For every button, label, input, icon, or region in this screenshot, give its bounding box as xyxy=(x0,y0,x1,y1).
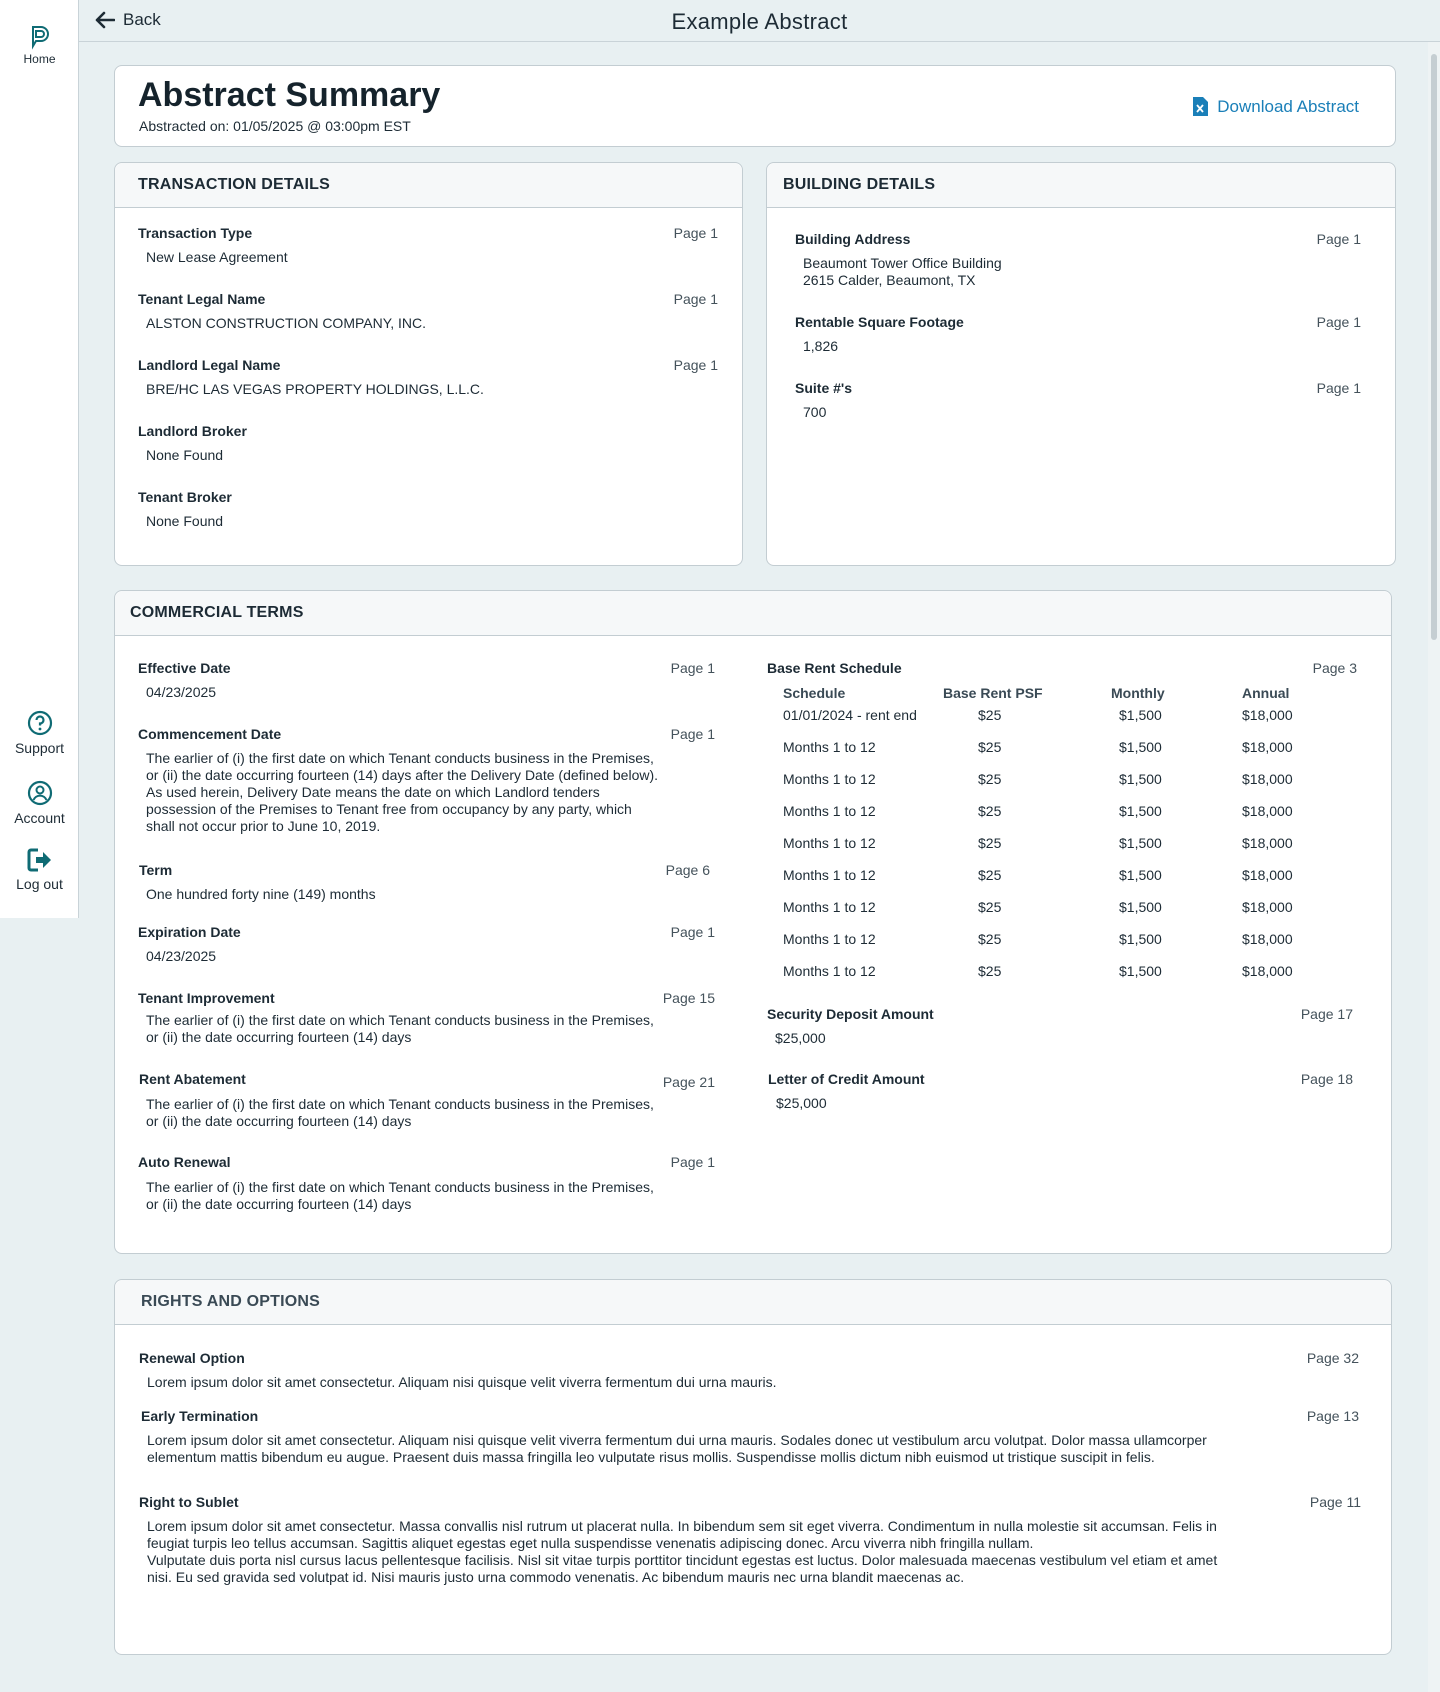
field-value: None Found xyxy=(146,513,224,529)
page-ref[interactable]: Page 1 xyxy=(670,1154,715,1170)
field-value xyxy=(803,255,1361,289)
page-ref[interactable]: Page 1 xyxy=(670,726,715,742)
cell-monthly: $1,500 xyxy=(1119,931,1162,947)
field-label: Letter of Credit Amount xyxy=(768,1071,925,1087)
cell-schedule: Months 1 to 12 xyxy=(783,899,876,915)
value-line: nisi. Eu sed gravida sed volutpat id. Nisi mauris justo urna commodo venenatis. Ac bibendum mauris nec urna blandit maecenas ac. xyxy=(147,1569,965,1585)
sidebar xyxy=(0,0,79,918)
page-ref[interactable]: Page 21 xyxy=(662,1074,715,1090)
field-label: Rentable Square Footage xyxy=(795,314,964,330)
table-row xyxy=(775,703,1342,735)
value-line: Beaumont Tower Office Building xyxy=(803,255,1002,271)
cell-annual: $18,000 xyxy=(1242,739,1293,755)
value-line: The earlier of (i) the first date on which Tenant conducts business in the Premises, xyxy=(146,1012,654,1028)
cell-annual: $18,000 xyxy=(1242,707,1293,723)
page-ref[interactable]: Page 13 xyxy=(1306,1408,1359,1424)
scrollbar-thumb[interactable] xyxy=(1431,54,1437,640)
scrollbar[interactable] xyxy=(1428,42,1440,1692)
download-abstract-button[interactable] xyxy=(1192,96,1359,117)
cell-annual: $18,000 xyxy=(1242,771,1293,787)
page-ref[interactable]: Page 1 xyxy=(1316,231,1361,247)
field-value: None Found xyxy=(146,447,224,463)
page-ref[interactable]: Page 1 xyxy=(1316,380,1361,396)
download-label: Download Abstract xyxy=(1217,96,1359,116)
field-early-termination xyxy=(141,1408,1359,1466)
field-tenant-improvement xyxy=(138,990,715,1046)
field-label: Term xyxy=(139,862,173,878)
commercial-terms-heading: COMMERCIAL TERMS xyxy=(115,591,1391,636)
column-header: Schedule xyxy=(783,685,846,701)
value-line: shall not occur prior to June 10, 2019. xyxy=(146,818,381,834)
field-value xyxy=(146,750,715,835)
field-landlord-broker xyxy=(138,423,718,464)
table-row xyxy=(775,831,1342,863)
field-value xyxy=(146,1096,715,1130)
value-line: Vulputate duis porta nisl cursus lacus pellentesque facilisis. Nisl sit vitae turpis porttitor tincidunt egestas est luctus. Dolor malesuada maecenas vestibulum vel etiam et amet xyxy=(147,1552,1218,1568)
value-line: possession of the Premises to Tenant free from occupancy by any party, which xyxy=(146,801,632,817)
table-row xyxy=(775,927,1342,959)
field-label: Landlord Broker xyxy=(138,423,247,439)
home-icon xyxy=(29,24,51,50)
field-value: $25,000 xyxy=(775,1030,826,1046)
cell-base-rent-psf: $25 xyxy=(978,867,1002,883)
field-label: Auto Renewal xyxy=(138,1154,231,1170)
cell-monthly: $1,500 xyxy=(1119,739,1162,755)
field-label: Tenant Broker xyxy=(138,489,232,505)
field-value xyxy=(147,1518,1361,1586)
field-effective-date xyxy=(138,660,715,701)
table-row xyxy=(775,895,1342,927)
field-term xyxy=(139,862,710,903)
field-building-address xyxy=(795,231,1361,289)
cell-base-rent-psf: $25 xyxy=(978,963,1002,979)
transaction-details-card xyxy=(114,162,743,566)
value-line: or (ii) the date occurring fourteen (14) days xyxy=(146,1029,412,1045)
value-line: The earlier of (i) the first date on which Tenant conducts business in the Premises, xyxy=(146,750,654,766)
nav-support[interactable] xyxy=(0,710,79,756)
page-ref[interactable]: Page 6 xyxy=(665,862,710,878)
cell-base-rent-psf: $25 xyxy=(978,931,1002,947)
field-value: BRE/HC LAS VEGAS PROPERTY HOLDINGS, L.L.C. xyxy=(146,381,484,397)
excel-file-icon xyxy=(1192,96,1209,117)
nav-support-label: Support xyxy=(14,740,65,756)
cell-monthly: $1,500 xyxy=(1119,963,1162,979)
field-label: Tenant Improvement xyxy=(138,990,275,1006)
transaction-details-heading: TRANSACTION DETAILS xyxy=(115,163,742,208)
table-row xyxy=(775,799,1342,831)
top-bar xyxy=(79,0,1440,42)
nav-account-label: Account xyxy=(14,810,65,826)
value-line: The earlier of (i) the first date on which Tenant conducts business in the Premises, xyxy=(146,1179,654,1195)
cell-schedule: Months 1 to 12 xyxy=(783,835,876,851)
page-ref[interactable]: Page 1 xyxy=(670,660,715,676)
cell-schedule: Months 1 to 12 xyxy=(783,867,876,883)
field-rent-abatement xyxy=(139,1071,715,1130)
cell-base-rent-psf: $25 xyxy=(978,771,1002,787)
field-label: Commencement Date xyxy=(138,726,282,742)
value-line: or (ii) the date occurring fourteen (14) days xyxy=(146,1196,412,1212)
field-label: Renewal Option xyxy=(139,1350,245,1366)
value-line: feugiat turpis leo tellus accumsan. Sagittis aliquet egestas eget nulla suspendisse venenatis adipiscing donec. Arcu viverra nibh fringilla nullam. xyxy=(147,1535,1034,1551)
cell-base-rent-psf: $25 xyxy=(978,707,1002,723)
field-value: One hundred forty nine (149) months xyxy=(146,886,376,902)
field-commencement-date xyxy=(138,726,715,835)
nav-logout[interactable] xyxy=(0,848,79,892)
cell-monthly: $1,500 xyxy=(1119,803,1162,819)
page-ref[interactable]: Page 1 xyxy=(673,291,718,307)
cell-schedule: Months 1 to 12 xyxy=(783,931,876,947)
field-renewal-option xyxy=(139,1350,1359,1391)
value-line: or (ii) the date occurring fourteen (14) days xyxy=(146,1113,412,1129)
field-label: Effective Date xyxy=(138,660,231,676)
page-ref[interactable]: Page 1 xyxy=(673,225,718,241)
account-icon xyxy=(27,780,53,806)
field-label: Expiration Date xyxy=(138,924,241,940)
logout-icon xyxy=(27,848,53,872)
field-label: Suite #'s xyxy=(795,380,853,396)
field-value: 700 xyxy=(803,404,827,420)
cell-monthly: $1,500 xyxy=(1119,771,1162,787)
page-ref[interactable]: Page 18 xyxy=(1300,1071,1353,1087)
abstracted-on: Abstracted on: 01/05/2025 @ 03:00pm EST xyxy=(139,118,411,134)
field-value xyxy=(147,1432,1359,1466)
rights-and-options-card xyxy=(114,1279,1392,1655)
field-transaction-type xyxy=(138,225,718,266)
column-header: Base Rent PSF xyxy=(943,685,1043,701)
column-header: Annual xyxy=(1242,685,1290,701)
value-line: As used herein, Delivery Date means the date on which Landlord tenders xyxy=(146,784,600,800)
cell-base-rent-psf: $25 xyxy=(978,803,1002,819)
field-value: 04/23/2025 xyxy=(146,948,217,964)
rights-and-options-heading: RIGHTS AND OPTIONS xyxy=(115,1280,1391,1325)
cell-monthly: $1,500 xyxy=(1119,867,1162,883)
page-ref[interactable]: Page 1 xyxy=(673,357,718,373)
page-ref[interactable]: Page 17 xyxy=(1300,1006,1353,1022)
field-tenant-legal-name xyxy=(138,291,718,332)
field-label: Right to Sublet xyxy=(139,1494,239,1510)
cell-annual: $18,000 xyxy=(1242,899,1293,915)
table-header-row xyxy=(775,683,1342,703)
value-line: Lorem ipsum dolor sit amet consectetur. Massa convallis nisl rutrum ut placerat nulla. In bibendum sem sit eget viverra. Condimentum in nulla molestie sit accumsan. Felis in xyxy=(147,1518,1217,1534)
table-row xyxy=(775,863,1342,895)
field-value: $25,000 xyxy=(776,1095,827,1111)
value-line: Lorem ipsum dolor sit amet consectetur. Aliquam nisi quisque velit viverra fermentum dui urna mauris. Sodales donec ut vestibulum arcu volutpat. Dolor massa ullamcorper xyxy=(147,1432,1207,1448)
cell-schedule: Months 1 to 12 xyxy=(783,803,876,819)
commercial-terms-card xyxy=(114,590,1392,1254)
field-letter-of-credit xyxy=(768,1071,1353,1112)
cell-monthly: $1,500 xyxy=(1119,707,1162,723)
building-details-card xyxy=(766,162,1396,566)
cell-annual: $18,000 xyxy=(1242,963,1293,979)
building-details-heading: BUILDING DETAILS xyxy=(767,163,1395,208)
field-value: 04/23/2025 xyxy=(146,684,217,700)
value-line: or (ii) the date occurring fourteen (14) days after the Delivery Date (defined below). xyxy=(146,767,659,783)
nav-home-label: Home xyxy=(23,52,56,66)
field-suite-numbers xyxy=(795,380,1361,421)
field-label: Early Termination xyxy=(141,1408,259,1424)
page-title: Example Abstract xyxy=(671,9,848,34)
page-ref[interactable]: Page 1 xyxy=(1316,314,1361,330)
field-expiration-date xyxy=(138,924,715,965)
cell-schedule: Months 1 to 12 xyxy=(783,739,876,755)
summary-card xyxy=(114,65,1396,147)
back-label: Back xyxy=(123,10,161,29)
help-icon xyxy=(27,710,53,736)
nav-home[interactable] xyxy=(0,24,79,66)
field-rentable-square-footage xyxy=(795,314,1361,355)
field-value: Lorem ipsum dolor sit amet consectetur. Aliquam nisi quisque velit viverra fermentum dui urna mauris. xyxy=(147,1374,777,1390)
field-label: Landlord Legal Name xyxy=(138,357,281,373)
field-auto-renewal xyxy=(138,1154,715,1213)
cell-schedule: Months 1 to 12 xyxy=(783,963,876,979)
summary-title: Abstract Summary xyxy=(138,76,441,114)
field-right-to-sublet xyxy=(139,1494,1361,1586)
field-label: Building Address xyxy=(795,231,911,247)
nav-account[interactable] xyxy=(0,780,79,826)
page-ref[interactable]: Page 15 xyxy=(662,990,715,1006)
field-base-rent-schedule xyxy=(767,660,1357,676)
cell-monthly: $1,500 xyxy=(1119,899,1162,915)
field-value: ALSTON CONSTRUCTION COMPANY, INC. xyxy=(146,315,427,331)
table-row xyxy=(775,959,1342,991)
value-line: The earlier of (i) the first date on which Tenant conducts business in the Premises, xyxy=(146,1096,654,1112)
field-label: Base Rent Schedule xyxy=(767,660,902,676)
field-label: Tenant Legal Name xyxy=(138,291,266,307)
cell-base-rent-psf: $25 xyxy=(978,739,1002,755)
page-ref[interactable]: Page 11 xyxy=(1309,1494,1361,1510)
field-label: Transaction Type xyxy=(138,225,253,241)
cell-annual: $18,000 xyxy=(1242,867,1293,883)
page-ref[interactable]: Page 32 xyxy=(1306,1350,1359,1366)
cell-annual: $18,000 xyxy=(1242,931,1293,947)
page-ref[interactable]: Page 3 xyxy=(1312,660,1357,676)
value-line: 2615 Calder, Beaumont, TX xyxy=(803,272,976,288)
field-value xyxy=(146,1012,715,1046)
field-value xyxy=(146,1179,715,1213)
cell-annual: $18,000 xyxy=(1242,835,1293,851)
field-security-deposit xyxy=(767,1006,1353,1047)
nav-logout-label: Log out xyxy=(16,876,63,892)
rent-schedule-table xyxy=(775,683,1342,991)
field-label: Security Deposit Amount xyxy=(767,1006,934,1022)
table-row xyxy=(775,767,1342,799)
cell-schedule: 01/01/2024 - rent end xyxy=(783,707,917,723)
cell-schedule: Months 1 to 12 xyxy=(783,771,876,787)
cell-base-rent-psf: $25 xyxy=(978,835,1002,851)
field-tenant-broker xyxy=(138,489,718,530)
cell-base-rent-psf: $25 xyxy=(978,899,1002,915)
table-row xyxy=(775,735,1342,767)
page-ref[interactable]: Page 1 xyxy=(670,924,715,940)
cell-annual: $18,000 xyxy=(1242,803,1293,819)
field-landlord-legal-name xyxy=(138,357,718,398)
field-value: New Lease Agreement xyxy=(146,249,288,265)
column-header: Monthly xyxy=(1111,685,1165,701)
cell-monthly: $1,500 xyxy=(1119,835,1162,851)
field-label: Rent Abatement xyxy=(139,1071,246,1087)
field-value: 1,826 xyxy=(803,338,839,354)
value-line: elementum mattis bibendum eu augue. Praesent duis massa fringilla leo vulputate risus mollis. Suspendisse mollis dictum nibh euismod ut tristique suscipit in felis. xyxy=(147,1449,1155,1465)
